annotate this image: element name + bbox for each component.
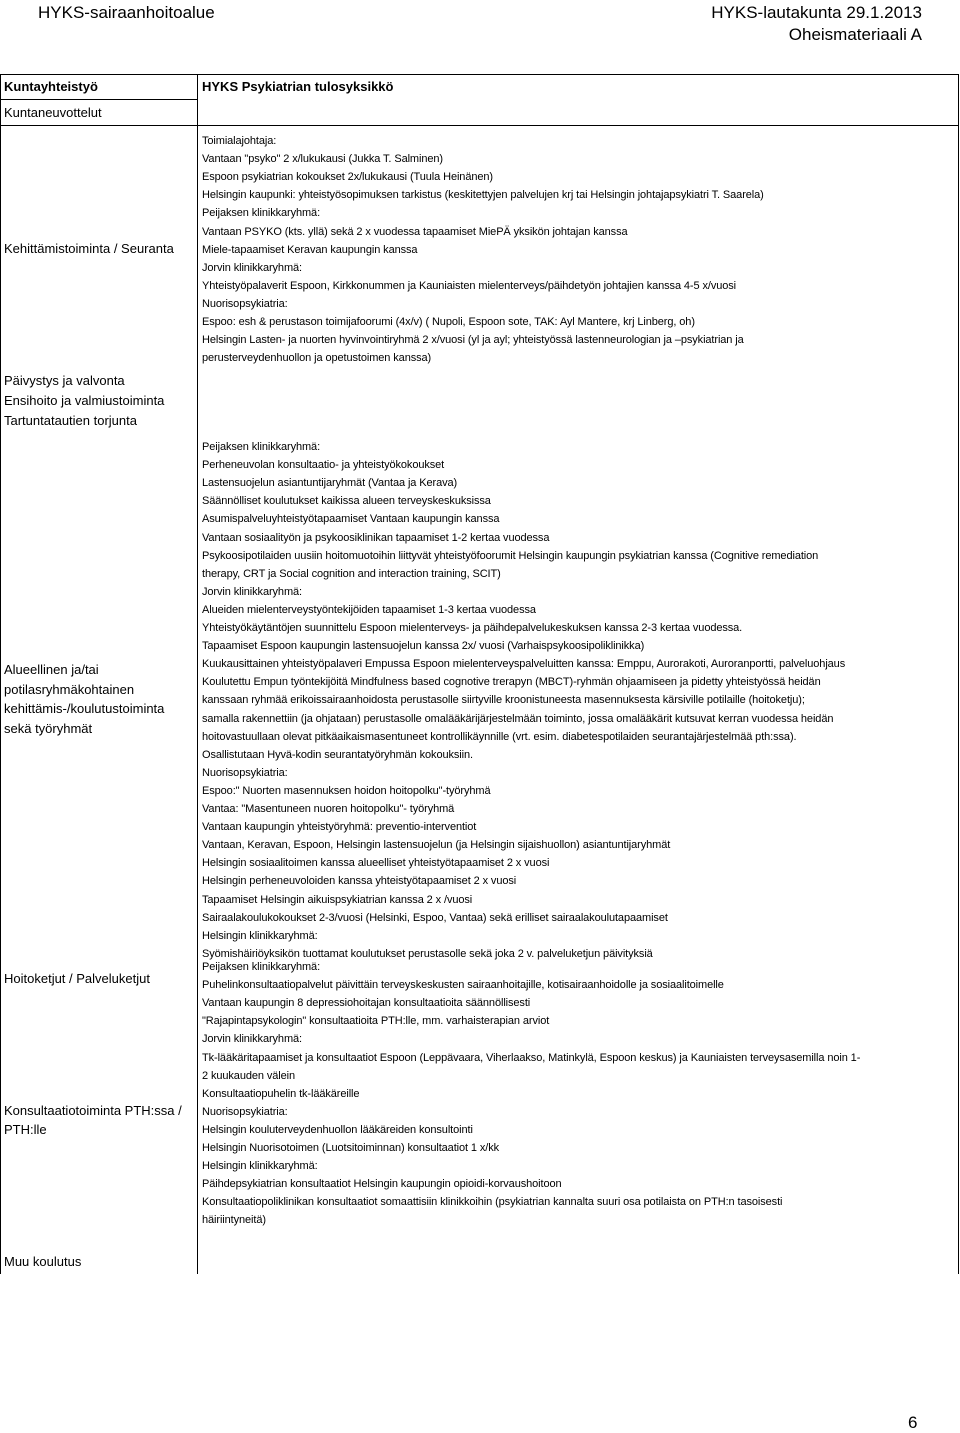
- content-line: Konsultaatiopuhelin tk-lääkäreille: [202, 1087, 360, 1100]
- table-border-right: [958, 74, 959, 1274]
- row-label-ensihoito: Ensihoito ja valmiustoiminta: [4, 393, 165, 408]
- content-line: Nuorisopsykiatria:: [202, 1105, 288, 1118]
- content-line: Vantaan "psyko" 2 x/lukukausi (Jukka T. Salminen): [202, 153, 443, 166]
- content-line: therapy, CRT ja Social cognition and interaction training, SCIT): [202, 567, 501, 580]
- row-label-konsultaatio: Konsultaatiotoiminta PTH:ssa /: [4, 1103, 182, 1118]
- content-line: 2 kuukauden välein: [202, 1069, 295, 1082]
- content-line: Toimialajohtaja:: [202, 135, 277, 147]
- content-line: Vantaan sosiaalityön ja psykoosiklinikan tapaamiset 1-2 kertaa vuodessa: [202, 531, 550, 544]
- content-line: Helsingin Lasten- ja nuorten hyvinvointiryhmä 2 x/vuosi (yl ja ayl; yhteistyössä lastenneurologian ja –psykiatrian ja: [202, 334, 744, 347]
- table-row-divider: [0, 99, 197, 100]
- content-line: Kuukausittainen yhteistyöpalaveri Empussa Espoon mielenterveyspalveluitten kanssa: Emppu, Aurorakoti, Auroranportti, palveluohjaus: [202, 658, 846, 671]
- content-line: Puhelinkonsultaatiopalvelut päivittäin terveyskeskusten sairaanhoitajille, kotisairaanhoidolle ja sosiaalitoimelle: [202, 979, 724, 992]
- content-line: perusterveydenhuollon ja opetustoimen kanssa): [202, 352, 432, 365]
- content-line: Jorvin klinikkaryhmä:: [202, 585, 302, 598]
- table-border-left: [0, 74, 1, 1274]
- content-line: Säännölliset koulutukset kaikissa alueen terveyskeskuksissa: [202, 495, 491, 508]
- header-cell-psykiatria: HYKS Psykiatrian tulosyksikkö: [202, 79, 394, 94]
- content-line: Syömishäiriöyksikön tuottamat koulutukset perustasolle sekä joka 2 v. palveluketjun päivityksiä: [202, 947, 653, 960]
- content-line: Tapaamiset Helsingin aikuispsykiatrian kanssa 2 x /vuosi: [202, 893, 473, 906]
- content-line: Peijaksen klinikkaryhmä:: [202, 961, 321, 973]
- document-header-left: HYKS-sairaanhoitoalue: [38, 3, 215, 22]
- content-line: Alueiden mielenterveystyöntekijöiden tapaamiset 1-3 kertaa vuodessa: [202, 603, 536, 616]
- content-line: Espoo:" Nuorten masennuksen hoidon hoitopolku"-työryhmä: [202, 784, 491, 797]
- content-line: Jorvin klinikkaryhmä:: [202, 1033, 302, 1046]
- content-line: "Rajapintapsykologin" konsultaatioita PTH:lle, mm. varhaisterapian arviot: [202, 1015, 550, 1028]
- content-line: Vantaan, Keravan, Espoon, Helsingin lastensuojelun (ja Helsingin sijaishuollon) asiantuntijaryhmät: [202, 839, 671, 852]
- document-header-attachment: Oheismateriaali A: [788, 25, 922, 44]
- content-line: Espoon psykiatrian kokoukset 2x/lukukausi (Tuula Heinänen): [202, 171, 493, 184]
- row-label-muu-koulutus: Muu koulutus: [4, 1254, 82, 1269]
- content-line: Yhteistyöpalaverit Espoon, Kirkkonummen ja Kauniaisten mielenterveys/päihdetyön johtajien kanssa 4-5 x/vuosi: [202, 279, 737, 292]
- table-row-divider: [0, 125, 959, 126]
- content-line: Espoo: esh & perustason toimijafoorumi (4x/v) ( Nupoli, Espoon sote, TAK: Ayl Mantere, krj Linberg, oh): [202, 316, 695, 328]
- content-line: Sairaalakoulukokoukset 2-3/vuosi (Helsinki, Espoo, Vantaa) sekä erilliset sairaalakoulutapaamiset: [202, 911, 668, 924]
- content-line: häiriintyneitä): [202, 1214, 266, 1227]
- content-line: Tapaamiset Espoon kaupungin lastensuojelun kanssa 2x/ vuosi (Varhaispsykoosipoliklinikka): [202, 640, 645, 653]
- header-cell-kuntaneuvottelut: Kuntaneuvottelut: [4, 105, 102, 120]
- content-line: Peijaksen klinikkaryhmä:: [202, 441, 321, 453]
- content-line: Helsingin klinikkaryhmä:: [202, 1160, 318, 1173]
- content-line: Miele-tapaamiset Keravan kaupungin kanssa: [202, 243, 418, 256]
- content-line: Helsingin sosiaalitoimen kanssa alueelliset yhteistyötapaamiset 2 x vuosi: [202, 857, 550, 870]
- cooperation-table: [0, 74, 960, 1274]
- row-label-kehittamistoiminta: Kehittämistoiminta / Seuranta: [4, 241, 174, 256]
- content-line: Konsultaatiopoliklinikan konsultaatiot somaattisiin klinikkoihin (psykiatrian kannalta suuri osa potilaista on PTH:n tasoisesti: [202, 1196, 783, 1209]
- row-label-tartuntatautien: Tartuntatautien torjunta: [4, 413, 137, 428]
- content-line: Osallistutaan Hyvä-kodin seurantatyöryhmän kokouksiin.: [202, 748, 473, 761]
- content-line: Vantaan kaupungin 8 depressiohoitajan konsultaatioita säännöllisesti: [202, 997, 531, 1010]
- row-label-hoitoketjut: Hoitoketjut / Palveluketjut: [4, 971, 150, 986]
- content-line: Jorvin klinikkaryhmä:: [202, 261, 302, 274]
- content-line: Koulutettu Empun työntekijöitä Mindfulness based cognotive trerapyn (MBCT)-ryhmän ohjaamiseen ja pidetty yhteistyössä heidän: [202, 676, 821, 689]
- content-line: hoitovastuullaan olevat pitkäaikaismasentuneet kontrollikäynnille (vrt. esim. diabetespotilaiden seurantajärjestelmää pth:ssa).: [202, 730, 797, 743]
- table-border-top: [0, 74, 959, 75]
- content-line: kanssaan ryhmää erikoissairaanhoidosta perustasolle siirtyville kroonistuneesta masennuksesta kärsiville potilaille (hoitoketju);: [202, 694, 805, 707]
- content-line: Vantaan PSYKO (kts. yllä) sekä 2 x vuodessa tapaamiset MiePÄ yksikön johtajan kanssa: [202, 225, 628, 238]
- row-label-paivystys: Päivystys ja valvonta: [4, 373, 125, 388]
- row-label-alueellinen: sekä työryhmät: [4, 721, 93, 736]
- content-line: Päihdepsykiatrian konsultaatiot Helsingin kaupungin opioidi-korvaushoitoon: [202, 1178, 562, 1191]
- row-label-alueellinen: potilasryhmäkohtainen: [4, 682, 135, 697]
- content-line: Peijaksen klinikkaryhmä:: [202, 207, 321, 220]
- content-line: Helsingin kouluterveydenhuollon lääkäreiden konsultointi: [202, 1123, 473, 1136]
- content-line: Psykoosipotilaiden uusiin hoitomuotoihin liittyvät yhteistyöfoorumit Helsingin kaupungin psykiatrian kanssa (Cognitive remediation: [202, 549, 819, 562]
- content-line: Nuorisopsykiatria:: [202, 766, 288, 779]
- page-number: 6: [908, 1413, 918, 1432]
- row-label-alueellinen: kehittämis-/koulutustoiminta: [4, 701, 165, 716]
- content-line: Vantaan kaupungin yhteistyöryhmä: preventio-interventiot: [202, 821, 477, 834]
- content-line: Helsingin Nuorisotoimen (Luotsitoiminnan) konsultaatiot 1 x/kk: [202, 1142, 500, 1154]
- content-line: Helsingin perheneuvoloiden kanssa yhteistyötapaamiset 2 x vuosi: [202, 875, 517, 888]
- header-cell-kuntayhteistyo: Kuntayhteistyö: [4, 79, 98, 94]
- content-line: Vantaa: "Masentuneen nuoren hoitopolku"- työryhmä: [202, 803, 455, 815]
- row-label-alueellinen: Alueellinen ja/tai: [4, 662, 99, 677]
- content-line: Tk-lääkäritapaamiset ja konsultaatiot Espoon (Leppävaara, Viherlaakso, Matinkylä, Espoon keskus) ja Kauniaisten terveysasemilla noin 1-: [202, 1051, 861, 1064]
- content-line: Perheneuvolan konsultaatio- ja yhteistyökokoukset: [202, 459, 445, 472]
- content-line: Nuorisopsykiatria:: [202, 297, 288, 310]
- table-column-divider: [197, 74, 198, 1274]
- content-line: Asumispalveluyhteistyötapaamiset Vantaan kaupungin kanssa: [202, 513, 500, 526]
- content-line: Helsingin kaupunki: yhteistyösopimuksen tarkistus (keskitettyjen palvelujen krj tai Helsingin johtajapsykiatri T. Saarela): [202, 189, 764, 202]
- content-line: Lastensuojelun asiantuntijaryhmät (Vantaa ja Kerava): [202, 477, 458, 490]
- document-header-meeting: HYKS-lautakunta 29.1.2013: [711, 3, 922, 22]
- row-label-konsultaatio: PTH:lle: [4, 1122, 47, 1137]
- content-line: Yhteistyökäytäntöjen suunnittelu Espoon mielenterveys- ja päihdepalvelukeskuksen kanssa 2-3 kertaa vuodessa.: [202, 622, 743, 634]
- content-line: Helsingin klinikkaryhmä:: [202, 929, 318, 942]
- content-line: samalla rakennettiin (ja ohjataan) perustasolle omalääkärijärjestelmään toiminto, jossa omalääkärit kutsuvat kerran vuodessa heidän: [202, 712, 834, 725]
